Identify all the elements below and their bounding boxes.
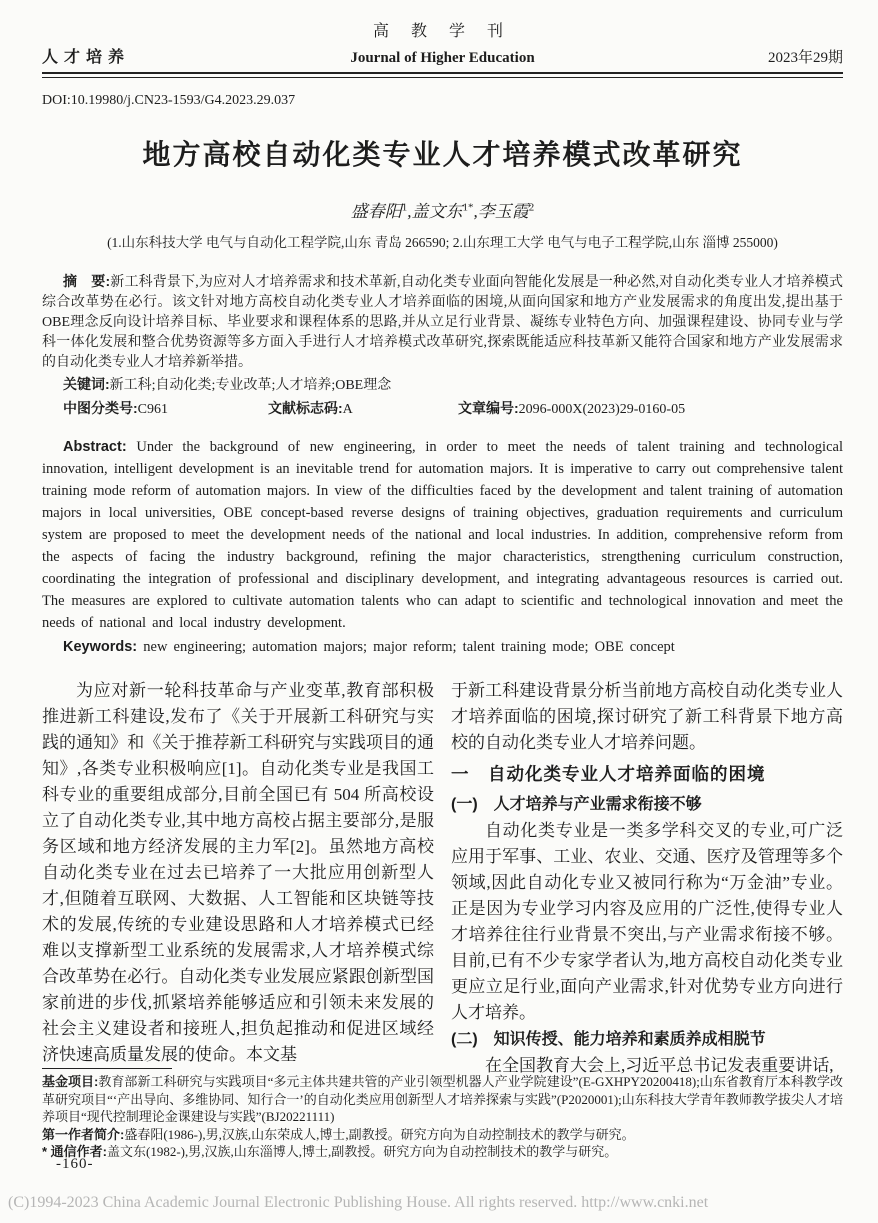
author-separator: , (407, 202, 412, 221)
intro-paragraph-continued: 于新工科建设背景分析当前地方高校自动化类专业人才培养面临的困境,探讨研究了新工科背景下地方高校的自动化类专业人才培养问题。 (451, 681, 843, 752)
clc-number: 中图分类号:C961 (63, 400, 169, 417)
keywords-cn-text: 新工科;自动化类;专业改革;人才培养;OBE理念 (109, 378, 392, 393)
section-1-heading: 一 自动化类专业人才培养面临的困境 (451, 764, 766, 784)
abstract-cn-label: 摘 要: (63, 273, 111, 289)
corresponding-author-note (42, 1143, 843, 1161)
section-1-1-heading: (一) 人才培养与产业需求衔接不够 (451, 796, 702, 813)
body-column-right (451, 678, 843, 1079)
meta-row (42, 398, 843, 420)
fund-label: 基金项目: (42, 1074, 99, 1089)
abstract-en (42, 436, 843, 634)
first-author-label: 第一作者简介: (42, 1126, 125, 1142)
affiliation-line: (1.山东科技大学 电气与自动化工程学院,山东 青岛 266590; 2.山东理工大学 电气与电子工程学院,山东 淄博 255000) (107, 235, 778, 250)
section-1-2-paragraph: 在全国教育大会上,习近平总书记发表重要讲话, (485, 1056, 834, 1075)
keywords-cn (42, 374, 843, 396)
footnote-rule (42, 1068, 172, 1069)
journal-name-en: Journal of Higher Education (350, 50, 535, 66)
article-title: 地方高校自动化类专业人才培养模式改革研究 (142, 139, 743, 170)
body-columns (42, 678, 843, 1079)
author-2: 盖文东$^{1*}$ (411, 201, 474, 221)
author-3-affiliation-mark: 2 (528, 201, 535, 214)
section-1-1-paragraph: 自动化类专业是一类多学科交叉的专业,可广泛应用于军事、工业、农业、交通、医疗及管理等多个领域,因此自动化专业又被同行称为“万金油”专业。正是因为专业学习内容及应用的广泛性,使得专业人才培养往往行业背景不突出,与产业需求衔接不够。目前,已有不少专家学者认为,地方高校自动化类专业更应立足行业,面向产业需求,针对优势专业方向进行人才培养。 (451, 821, 843, 1022)
page-number: -160- (56, 1156, 94, 1172)
keywords-en-label: Keywords: (63, 639, 138, 655)
corresponding-author-label: * 通信作者: (42, 1144, 108, 1159)
copyright-line: (C)1994-2023 China Academic Journal Electronic Publishing House. All rights reserved. http://www.cnki.net (8, 1194, 709, 1211)
abstract-cn (42, 271, 843, 373)
section-1-2-heading: (二) 知识传授、能力培养和素质养成相脱节 (451, 1031, 766, 1048)
fund-text: 教育部新工科研究与实践项目“多元主体共建共管的产业引领型机器人产业学院建设”(E-GXHPY20200418);山东省教育厅本科教学改革研究项目“‘产出导向、多维协同、知行合一’的自动化类应用创新型人才培养探索与实践”(P2020001);山东科技大学青年教师教学拔尖人才培养项目“现代控制理论金课建设与实践”(BJ20221111) (42, 1074, 843, 1124)
keywords-en (42, 636, 843, 658)
footnote-block (42, 1068, 843, 1161)
document-code: 文献标志码:A (268, 400, 353, 417)
first-author-note (42, 1126, 843, 1144)
abstract-en-label: Abstract: (63, 439, 127, 455)
keywords-en-text: new engineering; automation majors; major reform; talent training mode; OBE concept (137, 639, 675, 655)
author-2-affiliation-mark: 1* (462, 201, 474, 214)
journal-issue: 2023年29期 (767, 50, 843, 66)
doi-line: DOI:10.19980/j.CN23-1593/G4.2023.29.037 (42, 93, 296, 108)
intro-paragraph: 为应对新一轮科技革命与产业变革,教育部积极推进新工科建设,发布了《关于开展新工科研究与实践的通知》和《关于推荐新工科研究与实践项目的通知》,各类专业积极响应[1]。自动化类专业是我国工科专业的重要组成部分,目前全国已有 504 所高校设立了自动化类专业,其中地方高校占据主要部分,是服务区域和地方经济发展的主力军[2]。虽然地方高校自动化类专业在过去已培养了一大批应用创新型人才,但随着互联网、大数据、人工智能和区块链等技术的发展,传统的专业建设思路和人才培养模式已经难以支撑新型工业系统的发展需求,人才培养模式综合改革势在必行。自动化类专业发展应紧跟创新型国家前进的步伐,抓紧培养能够适应和引领未来发展的社会主义建设者和接班人,担负起推动和促进区域经济快速高质量发展的使命。本文基 (42, 681, 434, 1064)
author-line (42, 197, 843, 222)
journal-header-row (42, 44, 843, 67)
journal-field-label: 人才培养 (42, 49, 131, 66)
author-1: 盛春阳$^1$ (350, 201, 408, 221)
author-separator: , (473, 202, 478, 221)
journal-name-cn: 高 教 学 刊 (372, 23, 512, 40)
body-column-left (42, 678, 434, 1079)
corresponding-author-text: 盖文东(1982-),男,汉族,山东淄博人,博士,副教授。研究方向为自动控制技术的教学与研究。 (107, 1144, 618, 1159)
header-double-rule (42, 72, 843, 78)
abstract-cn-text: 新工科背景下,为应对人才培养需求和技术革新,自动化类专业面向智能化发展是一种必然,对自动化类专业人才培养模式综合改革势在必行。该文针对地方高校自动化类专业人才培养面临的困境,从面向国家和地方产业发展需求的角度出发,提出基于OBE理念反向设计培养目标、毕业要求和课程体系的思路,并从立足行业背景、凝练专业特色方向、加强课程建设、协同专业与学科一体化发展和整合优势资源等多方面入手进行人才培养模式改革研究,探索既能适应科技革新又能符合国家和地方产业发展需求的自动化类专业人才培养新举措。 (42, 275, 844, 370)
journal-header (42, 18, 843, 78)
fund-note (42, 1073, 843, 1126)
abstract-en-text: Under the background of new engineering, in order to meet the needs of talent training and technological innovation, intelligent development is an inevitable trend for automation majors. It is imperative to carry out comprehensive talent training mode reform of automation majors. In view of the difficulties faced by the development and talent training of automation majors in local universities, OBE concept-based reverse designs of training objectives, graduation requirements and curriculum system are proposed to meet the development needs of the national and local industries. In addition, comprehensive reform from the aspects of facing the industry background, refining the major characteristics, strengthening curriculum construction, coordinating the integration of professional and disciplinary development, and integrating advantageous resources is carried out. The measures are explored to cultivate automation talents who can adapt to scientific and technological innovation and meet the needs of national and local industry development. (42, 439, 843, 631)
article-id: 文章编号:2096-000X(2023)29-0160-05 (458, 400, 686, 417)
first-author-text: 盛春阳(1986-),男,汉族,山东荣成人,博士,副教授。研究方向为自动控制技术的教学与研究。 (124, 1126, 635, 1142)
keywords-cn-label: 关键词: (63, 376, 110, 392)
author-1-affiliation-mark: 1 (401, 201, 408, 214)
author-3: 李玉霞$^2$ (477, 201, 535, 221)
